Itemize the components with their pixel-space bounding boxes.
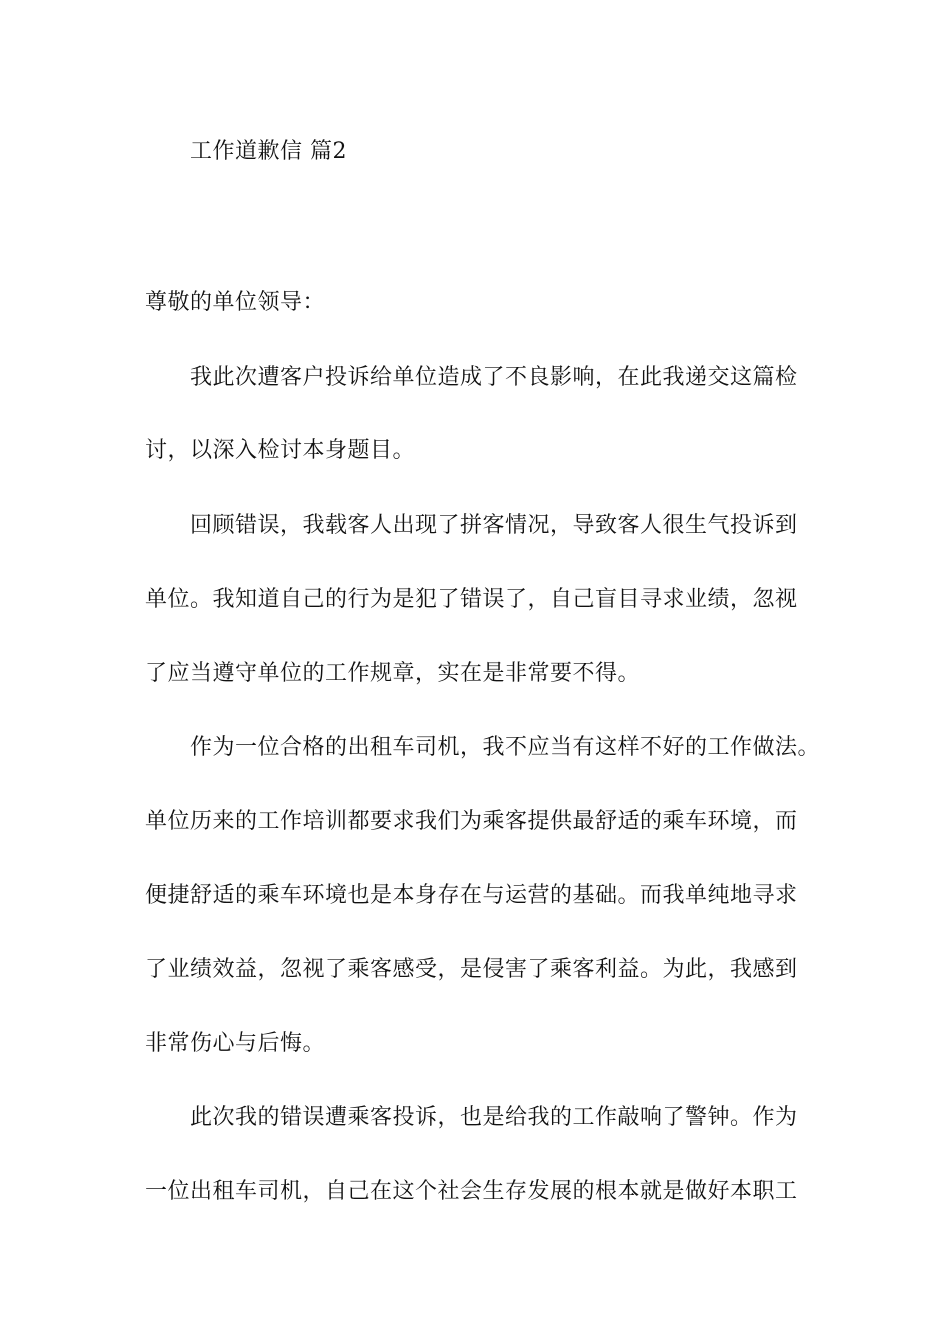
document-title: 工作道歉信 篇2 — [190, 139, 347, 164]
body-line: 一位出租车司机，自己在这个社会生存发展的根本就是做好本职工 — [145, 1179, 798, 1204]
body-line: 了业绩效益，忽视了乘客感受，是侵害了乘客利益。为此，我感到 — [145, 957, 798, 982]
body-line: 单位历来的工作培训都要求我们为乘客提供最舒适的乘车环境，而 — [145, 809, 798, 834]
body-line: 作为一位合格的出租车司机，我不应当有这样不好的工作做法。 — [190, 735, 821, 760]
body-line: 此次我的错误遭乘客投诉，也是给我的工作敲响了警钟。作为 — [190, 1105, 798, 1130]
body-line: 非常伤心与后悔。 — [145, 1031, 326, 1056]
body-line: 讨，以深入检讨本身题目。 — [145, 438, 416, 463]
body-line: 单位。我知道自己的行为是犯了错误了，自己盲目寻求业绩，忽视 — [145, 587, 798, 612]
body-line: 我此次遭客户投诉给单位造成了不良影响，在此我递交这篇检 — [190, 365, 798, 390]
body-line: 回顾错误，我载客人出现了拼客情况，导致客人很生气投诉到 — [190, 513, 798, 538]
body-line: 了应当遵守单位的工作规章，实在是非常要不得。 — [145, 661, 641, 686]
body-line: 便捷舒适的乘车环境也是本身存在与运营的基础。而我单纯地寻求 — [145, 883, 798, 908]
salutation: 尊敬的单位领导： — [145, 290, 326, 315]
